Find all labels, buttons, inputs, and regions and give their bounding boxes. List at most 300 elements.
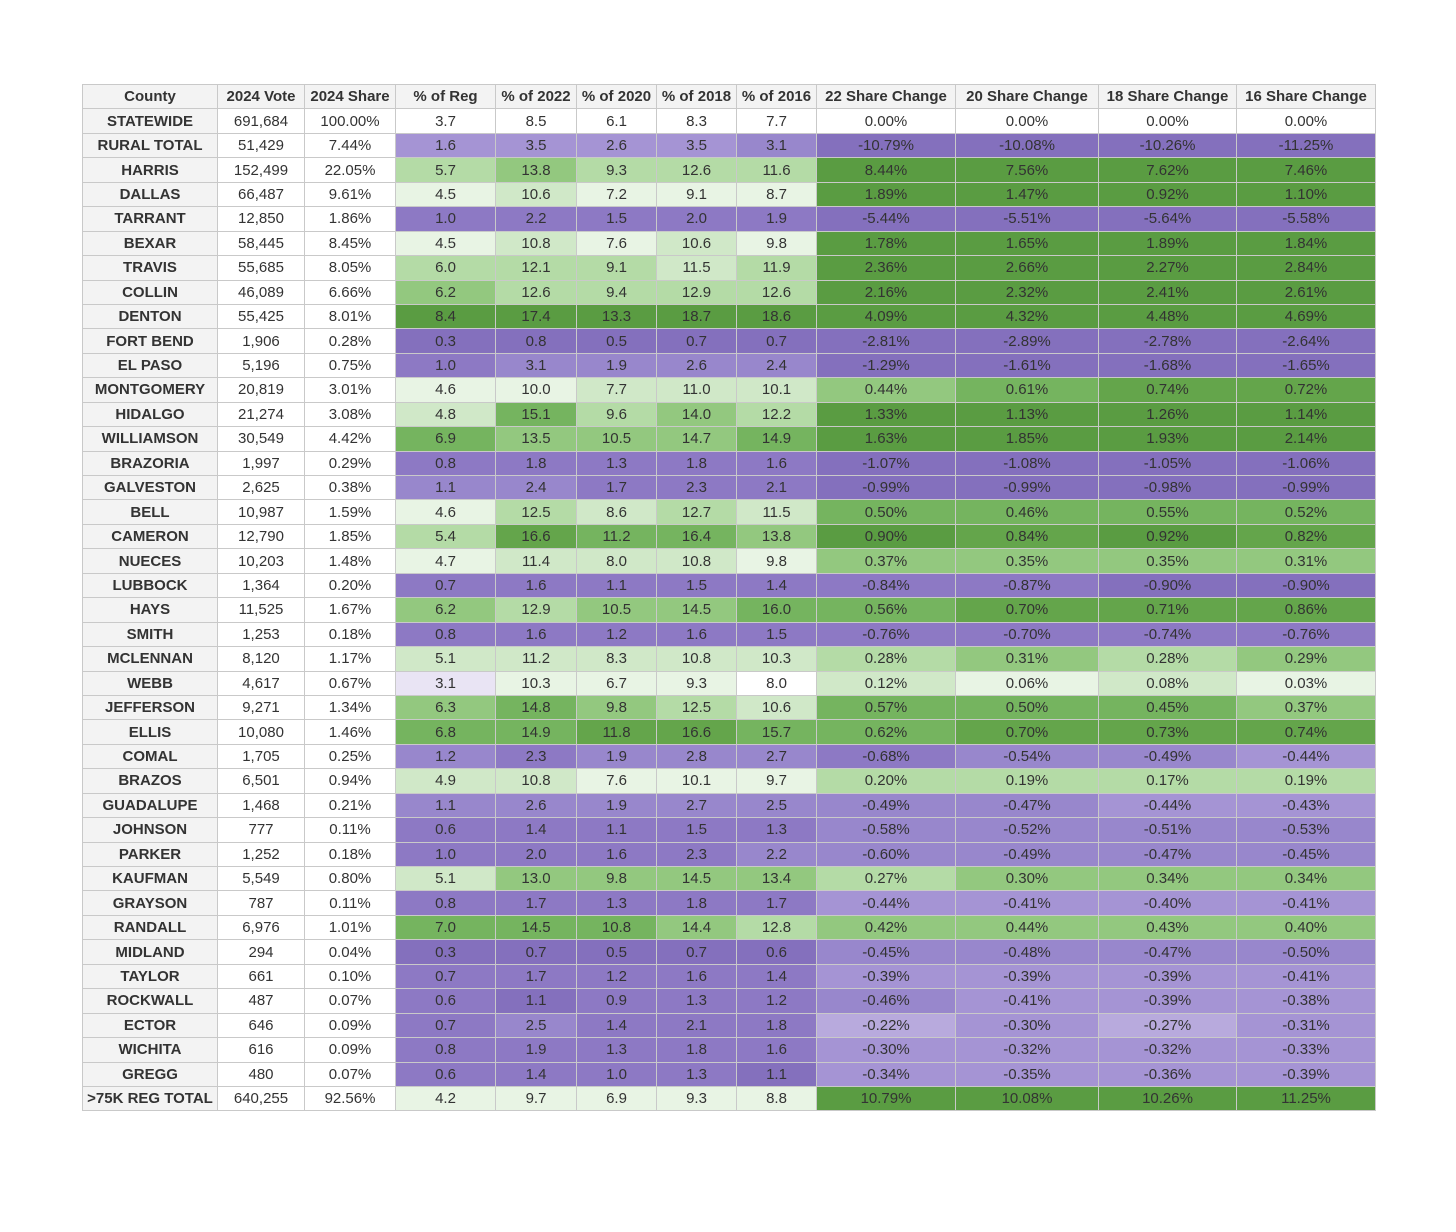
county-name-cell[interactable]: PARKER [83,842,218,866]
data-cell[interactable]: 12.5 [657,695,737,719]
data-cell[interactable]: -0.41% [956,891,1099,915]
county-name-cell[interactable]: RANDALL [83,915,218,939]
data-cell[interactable]: 2.36% [817,256,956,280]
data-cell[interactable]: 1.5 [657,573,737,597]
county-name-cell[interactable]: FORT BEND [83,329,218,353]
data-cell[interactable]: 0.25% [305,744,396,768]
data-cell[interactable]: 0.74% [1099,378,1237,402]
data-cell[interactable]: 0.92% [1099,182,1237,206]
data-cell[interactable]: 2.6 [577,133,657,157]
county-name-cell[interactable]: BRAZORIA [83,451,218,475]
data-cell[interactable]: 12.1 [496,256,577,280]
data-cell[interactable]: 0.50% [817,500,956,524]
column-header[interactable]: 16 Share Change [1237,85,1376,109]
data-cell[interactable]: 46,089 [218,280,305,304]
data-cell[interactable]: -0.60% [817,842,956,866]
column-header[interactable]: 18 Share Change [1099,85,1237,109]
data-cell[interactable]: 8.6 [577,500,657,524]
data-cell[interactable]: 787 [218,891,305,915]
data-cell[interactable]: 6.1 [577,109,657,133]
data-cell[interactable]: -1.08% [956,451,1099,475]
data-cell[interactable]: -0.45% [817,940,956,964]
data-cell[interactable]: 10.79% [817,1086,956,1110]
county-name-cell[interactable]: WEBB [83,671,218,695]
data-cell[interactable]: 1.6 [577,842,657,866]
data-cell[interactable]: 4,617 [218,671,305,695]
data-cell[interactable]: 0.43% [1099,915,1237,939]
data-cell[interactable]: 6.9 [396,427,496,451]
data-cell[interactable]: -0.45% [1237,842,1376,866]
county-name-cell[interactable]: WICHITA [83,1038,218,1062]
data-cell[interactable]: 1.4 [496,1062,577,1086]
data-cell[interactable]: 13.8 [496,158,577,182]
county-name-cell[interactable]: HAYS [83,598,218,622]
data-cell[interactable]: 1.86% [305,207,396,231]
data-cell[interactable]: -10.08% [956,133,1099,157]
data-cell[interactable]: 12.7 [657,500,737,524]
data-cell[interactable]: 0.27% [817,867,956,891]
data-cell[interactable]: 9.4 [577,280,657,304]
data-cell[interactable]: 1.3 [657,1062,737,1086]
data-cell[interactable]: 1.67% [305,598,396,622]
county-name-cell[interactable]: GUADALUPE [83,793,218,817]
data-cell[interactable]: 2.8 [657,744,737,768]
data-cell[interactable]: 0.37% [1237,695,1376,719]
column-header[interactable]: 22 Share Change [817,85,956,109]
data-cell[interactable]: -0.33% [1237,1038,1376,1062]
data-cell[interactable]: -0.40% [1099,891,1237,915]
data-cell[interactable]: 8.0 [737,671,817,695]
data-cell[interactable]: 661 [218,964,305,988]
data-cell[interactable]: 0.18% [305,842,396,866]
data-cell[interactable]: 0.7 [396,573,496,597]
data-cell[interactable]: 2.2 [737,842,817,866]
data-cell[interactable]: 11.4 [496,549,577,573]
data-cell[interactable]: 0.73% [1099,720,1237,744]
data-cell[interactable]: 0.6 [396,1062,496,1086]
data-cell[interactable]: 0.42% [817,915,956,939]
data-cell[interactable]: 1.6 [737,1038,817,1062]
data-cell[interactable]: 18.6 [737,304,817,328]
data-cell[interactable]: -0.84% [817,573,956,597]
column-header[interactable]: 2024 Share [305,85,396,109]
data-cell[interactable]: 9.3 [657,1086,737,1110]
county-name-cell[interactable]: JOHNSON [83,818,218,842]
data-cell[interactable]: 8.0 [577,549,657,573]
data-cell[interactable]: 7.0 [396,915,496,939]
data-cell[interactable]: 14.9 [737,427,817,451]
county-name-cell[interactable]: TRAVIS [83,256,218,280]
data-cell[interactable]: 10,203 [218,549,305,573]
data-cell[interactable]: -0.43% [1237,793,1376,817]
data-cell[interactable]: 9.7 [737,769,817,793]
data-cell[interactable]: 12.9 [496,598,577,622]
data-cell[interactable]: 0.6 [737,940,817,964]
county-name-cell[interactable]: HARRIS [83,158,218,182]
data-cell[interactable]: 14.9 [496,720,577,744]
data-cell[interactable]: 0.00% [1099,109,1237,133]
data-cell[interactable]: 0.92% [1099,524,1237,548]
data-cell[interactable]: -1.06% [1237,451,1376,475]
data-cell[interactable]: 11.9 [737,256,817,280]
data-cell[interactable]: -2.89% [956,329,1099,353]
data-cell[interactable]: 4.69% [1237,304,1376,328]
data-cell[interactable]: 2.27% [1099,256,1237,280]
data-cell[interactable]: 16.6 [496,524,577,548]
data-cell[interactable]: 4.6 [396,500,496,524]
data-cell[interactable]: 1.2 [396,744,496,768]
data-cell[interactable]: -0.87% [956,573,1099,597]
data-cell[interactable]: 11.25% [1237,1086,1376,1110]
data-cell[interactable]: -0.22% [817,1013,956,1037]
data-cell[interactable]: 0.04% [305,940,396,964]
data-cell[interactable]: 1.7 [737,891,817,915]
data-cell[interactable]: 1.7 [496,964,577,988]
data-cell[interactable]: 10.26% [1099,1086,1237,1110]
data-cell[interactable]: 1.0 [396,207,496,231]
data-cell[interactable]: 0.07% [305,1062,396,1086]
data-cell[interactable]: 1.89% [817,182,956,206]
data-cell[interactable]: 0.29% [305,451,396,475]
data-cell[interactable]: 1,997 [218,451,305,475]
data-cell[interactable]: 14.0 [657,402,737,426]
data-cell[interactable]: 16.0 [737,598,817,622]
data-cell[interactable]: 0.20% [305,573,396,597]
data-cell[interactable]: 0.11% [305,818,396,842]
data-cell[interactable]: -2.81% [817,329,956,353]
data-cell[interactable]: 10.8 [657,647,737,671]
data-cell[interactable]: 1.2 [577,964,657,988]
county-name-cell[interactable]: WILLIAMSON [83,427,218,451]
data-cell[interactable]: 1.17% [305,647,396,671]
data-cell[interactable]: 0.46% [956,500,1099,524]
data-cell[interactable]: 10.8 [657,549,737,573]
data-cell[interactable]: 0.70% [956,720,1099,744]
data-cell[interactable]: 7.7 [737,109,817,133]
data-cell[interactable]: -0.98% [1099,476,1237,500]
data-cell[interactable]: -5.64% [1099,207,1237,231]
data-cell[interactable]: 1.0 [396,353,496,377]
data-cell[interactable]: 8,120 [218,647,305,671]
data-cell[interactable]: 0.11% [305,891,396,915]
data-cell[interactable]: 13.0 [496,867,577,891]
data-cell[interactable]: -1.05% [1099,451,1237,475]
data-cell[interactable]: -0.41% [1237,964,1376,988]
data-cell[interactable]: 1,252 [218,842,305,866]
data-cell[interactable]: 10.5 [577,598,657,622]
data-cell[interactable]: 1.47% [956,182,1099,206]
data-cell[interactable]: 1.26% [1099,402,1237,426]
data-cell[interactable]: 7.2 [577,182,657,206]
data-cell[interactable]: 4.5 [396,231,496,255]
data-cell[interactable]: 8.7 [737,182,817,206]
data-cell[interactable]: 15.1 [496,402,577,426]
data-cell[interactable]: 18.7 [657,304,737,328]
data-cell[interactable]: 0.00% [1237,109,1376,133]
column-header[interactable]: County [83,85,218,109]
data-cell[interactable]: 0.28% [1099,647,1237,671]
data-cell[interactable]: 1.8 [737,1013,817,1037]
data-cell[interactable]: 2.32% [956,280,1099,304]
data-cell[interactable]: 1.0 [396,842,496,866]
data-cell[interactable]: 15.7 [737,720,817,744]
data-cell[interactable]: 7.44% [305,133,396,157]
data-cell[interactable]: 11.8 [577,720,657,744]
data-cell[interactable]: 8.05% [305,256,396,280]
data-cell[interactable]: -0.51% [1099,818,1237,842]
data-cell[interactable]: 1.3 [577,1038,657,1062]
data-cell[interactable]: 0.9 [577,989,657,1013]
data-cell[interactable]: 1.59% [305,500,396,524]
data-cell[interactable]: 2.7 [737,744,817,768]
data-cell[interactable]: 2.0 [496,842,577,866]
data-cell[interactable]: -0.70% [956,622,1099,646]
data-cell[interactable]: 6.66% [305,280,396,304]
data-cell[interactable]: 1.3 [657,989,737,1013]
data-cell[interactable]: 777 [218,818,305,842]
data-cell[interactable]: 13.4 [737,867,817,891]
data-cell[interactable]: 8.44% [817,158,956,182]
data-cell[interactable]: 4.8 [396,402,496,426]
data-cell[interactable]: -0.41% [956,989,1099,1013]
data-cell[interactable]: 1.1 [577,573,657,597]
data-cell[interactable]: 0.18% [305,622,396,646]
data-cell[interactable]: 0.20% [817,769,956,793]
data-cell[interactable]: 1.8 [657,1038,737,1062]
data-cell[interactable]: 1.8 [657,891,737,915]
data-cell[interactable]: 51,429 [218,133,305,157]
data-cell[interactable]: 9.8 [737,549,817,573]
data-cell[interactable]: 2.4 [737,353,817,377]
data-cell[interactable]: 100.00% [305,109,396,133]
data-cell[interactable]: 0.70% [956,598,1099,622]
data-cell[interactable]: 1.9 [496,1038,577,1062]
data-cell[interactable]: 1.5 [657,818,737,842]
data-cell[interactable]: 4.5 [396,182,496,206]
county-name-cell[interactable]: ELLIS [83,720,218,744]
data-cell[interactable]: 0.34% [1237,867,1376,891]
data-cell[interactable]: 2.6 [657,353,737,377]
data-cell[interactable]: 0.19% [956,769,1099,793]
data-cell[interactable]: 1.1 [577,818,657,842]
data-cell[interactable]: 0.17% [1099,769,1237,793]
data-cell[interactable]: -5.44% [817,207,956,231]
data-cell[interactable]: 14.4 [657,915,737,939]
data-cell[interactable]: 16.4 [657,524,737,548]
data-cell[interactable]: 10.6 [496,182,577,206]
data-cell[interactable]: -10.26% [1099,133,1237,157]
data-cell[interactable]: -0.49% [1099,744,1237,768]
county-name-cell[interactable]: KAUFMAN [83,867,218,891]
county-name-cell[interactable]: HIDALGO [83,402,218,426]
data-cell[interactable]: 9.1 [657,182,737,206]
data-cell[interactable]: 0.3 [396,329,496,353]
data-cell[interactable]: 5.4 [396,524,496,548]
data-cell[interactable]: 13.5 [496,427,577,451]
county-name-cell[interactable]: DALLAS [83,182,218,206]
data-cell[interactable]: 8.45% [305,231,396,255]
county-name-cell[interactable]: EL PASO [83,353,218,377]
data-cell[interactable]: 0.56% [817,598,956,622]
data-cell[interactable]: 0.62% [817,720,956,744]
data-cell[interactable]: 480 [218,1062,305,1086]
data-cell[interactable]: 0.7 [737,329,817,353]
data-cell[interactable]: 1.84% [1237,231,1376,255]
column-header[interactable]: % of 2022 [496,85,577,109]
county-name-cell[interactable]: GREGG [83,1062,218,1086]
county-name-cell[interactable]: BELL [83,500,218,524]
data-cell[interactable]: 0.6 [396,989,496,1013]
data-cell[interactable]: 0.29% [1237,647,1376,671]
data-cell[interactable]: 1.5 [737,622,817,646]
data-cell[interactable]: 14.7 [657,427,737,451]
data-cell[interactable]: 0.34% [1099,867,1237,891]
county-name-cell[interactable]: LUBBOCK [83,573,218,597]
data-cell[interactable]: 0.67% [305,671,396,695]
data-cell[interactable]: -10.79% [817,133,956,157]
county-name-cell[interactable]: CAMERON [83,524,218,548]
data-cell[interactable]: 10.5 [577,427,657,451]
data-cell[interactable]: -0.32% [956,1038,1099,1062]
data-cell[interactable]: 0.7 [496,940,577,964]
data-cell[interactable]: 0.44% [817,378,956,402]
data-cell[interactable]: 11.2 [577,524,657,548]
county-name-cell[interactable]: COMAL [83,744,218,768]
data-cell[interactable]: 6.8 [396,720,496,744]
data-cell[interactable]: 2.3 [657,842,737,866]
data-cell[interactable]: 10.6 [737,695,817,719]
county-name-cell[interactable]: NUECES [83,549,218,573]
data-cell[interactable]: 1.6 [657,622,737,646]
data-cell[interactable]: 1.10% [1237,182,1376,206]
data-cell[interactable]: 640,255 [218,1086,305,1110]
data-cell[interactable]: -0.41% [1237,891,1376,915]
data-cell[interactable]: 14.5 [657,867,737,891]
data-cell[interactable]: 0.10% [305,964,396,988]
data-cell[interactable]: 7.56% [956,158,1099,182]
data-cell[interactable]: 0.57% [817,695,956,719]
data-cell[interactable]: 0.71% [1099,598,1237,622]
data-cell[interactable]: 12,790 [218,524,305,548]
data-cell[interactable]: 1.2 [577,622,657,646]
data-cell[interactable]: -1.29% [817,353,956,377]
data-cell[interactable]: -1.68% [1099,353,1237,377]
data-cell[interactable]: 0.55% [1099,500,1237,524]
data-cell[interactable]: 12.8 [737,915,817,939]
data-cell[interactable]: 0.5 [577,940,657,964]
data-cell[interactable]: 616 [218,1038,305,1062]
data-cell[interactable]: 4.09% [817,304,956,328]
data-cell[interactable]: 4.48% [1099,304,1237,328]
data-cell[interactable]: 1.33% [817,402,956,426]
data-cell[interactable]: 691,684 [218,109,305,133]
data-cell[interactable]: 1.8 [657,451,737,475]
data-cell[interactable]: 7.6 [577,231,657,255]
data-cell[interactable]: 1.7 [577,476,657,500]
data-cell[interactable]: -0.90% [1099,573,1237,597]
data-cell[interactable]: 1.13% [956,402,1099,426]
data-cell[interactable]: 5,196 [218,353,305,377]
data-cell[interactable]: -0.52% [956,818,1099,842]
data-cell[interactable]: 0.07% [305,989,396,1013]
data-cell[interactable]: -0.99% [956,476,1099,500]
data-cell[interactable]: 1.9 [577,793,657,817]
county-name-cell[interactable]: ECTOR [83,1013,218,1037]
data-cell[interactable]: 92.56% [305,1086,396,1110]
data-cell[interactable]: 11.2 [496,647,577,671]
data-cell[interactable]: -0.54% [956,744,1099,768]
data-cell[interactable]: -0.27% [1099,1013,1237,1037]
data-cell[interactable]: 3.08% [305,402,396,426]
data-cell[interactable]: 7.62% [1099,158,1237,182]
data-cell[interactable]: 11.5 [657,256,737,280]
data-cell[interactable]: 0.5 [577,329,657,353]
data-cell[interactable]: 0.74% [1237,720,1376,744]
data-cell[interactable]: 3.01% [305,378,396,402]
data-cell[interactable]: 0.7 [396,964,496,988]
data-cell[interactable]: 10.1 [737,378,817,402]
data-cell[interactable]: 0.6 [396,818,496,842]
data-cell[interactable]: 10.6 [657,231,737,255]
data-cell[interactable]: 0.52% [1237,500,1376,524]
data-cell[interactable]: 1.1 [396,793,496,817]
data-cell[interactable]: -11.25% [1237,133,1376,157]
data-cell[interactable]: 1.9 [577,353,657,377]
data-cell[interactable]: 12.5 [496,500,577,524]
data-cell[interactable]: 4.6 [396,378,496,402]
data-cell[interactable]: 1.6 [496,622,577,646]
data-cell[interactable]: 2.3 [657,476,737,500]
data-cell[interactable]: -1.07% [817,451,956,475]
county-name-cell[interactable]: MONTGOMERY [83,378,218,402]
data-cell[interactable]: -0.48% [956,940,1099,964]
data-cell[interactable]: -0.68% [817,744,956,768]
data-cell[interactable]: 0.19% [1237,769,1376,793]
data-cell[interactable]: 0.45% [1099,695,1237,719]
data-cell[interactable]: 2.1 [657,1013,737,1037]
data-cell[interactable]: 1,364 [218,573,305,597]
data-cell[interactable]: -0.32% [1099,1038,1237,1062]
data-cell[interactable]: 2.4 [496,476,577,500]
data-cell[interactable]: 0.94% [305,769,396,793]
data-cell[interactable]: -1.61% [956,353,1099,377]
county-name-cell[interactable]: TAYLOR [83,964,218,988]
data-cell[interactable]: -0.39% [956,964,1099,988]
data-cell[interactable]: -0.39% [1237,1062,1376,1086]
county-name-cell[interactable]: MIDLAND [83,940,218,964]
data-cell[interactable]: 0.72% [1237,378,1376,402]
data-cell[interactable]: 2.14% [1237,427,1376,451]
data-cell[interactable]: 2.3 [496,744,577,768]
data-cell[interactable]: 0.35% [956,549,1099,573]
data-cell[interactable]: -0.46% [817,989,956,1013]
data-cell[interactable]: 0.61% [956,378,1099,402]
data-cell[interactable]: 1.1 [396,476,496,500]
data-cell[interactable]: 0.00% [956,109,1099,133]
data-cell[interactable]: -0.47% [1099,940,1237,964]
data-cell[interactable]: 1.14% [1237,402,1376,426]
data-cell[interactable]: 1.6 [496,573,577,597]
data-cell[interactable]: 2.5 [737,793,817,817]
data-cell[interactable]: 3.5 [496,133,577,157]
data-cell[interactable]: 0.8 [396,451,496,475]
data-cell[interactable]: 1.1 [496,989,577,1013]
data-cell[interactable]: 1.3 [577,891,657,915]
data-cell[interactable]: 1.9 [737,207,817,231]
data-cell[interactable]: 11.0 [657,378,737,402]
data-cell[interactable]: 0.09% [305,1038,396,1062]
data-cell[interactable]: -0.30% [817,1038,956,1062]
